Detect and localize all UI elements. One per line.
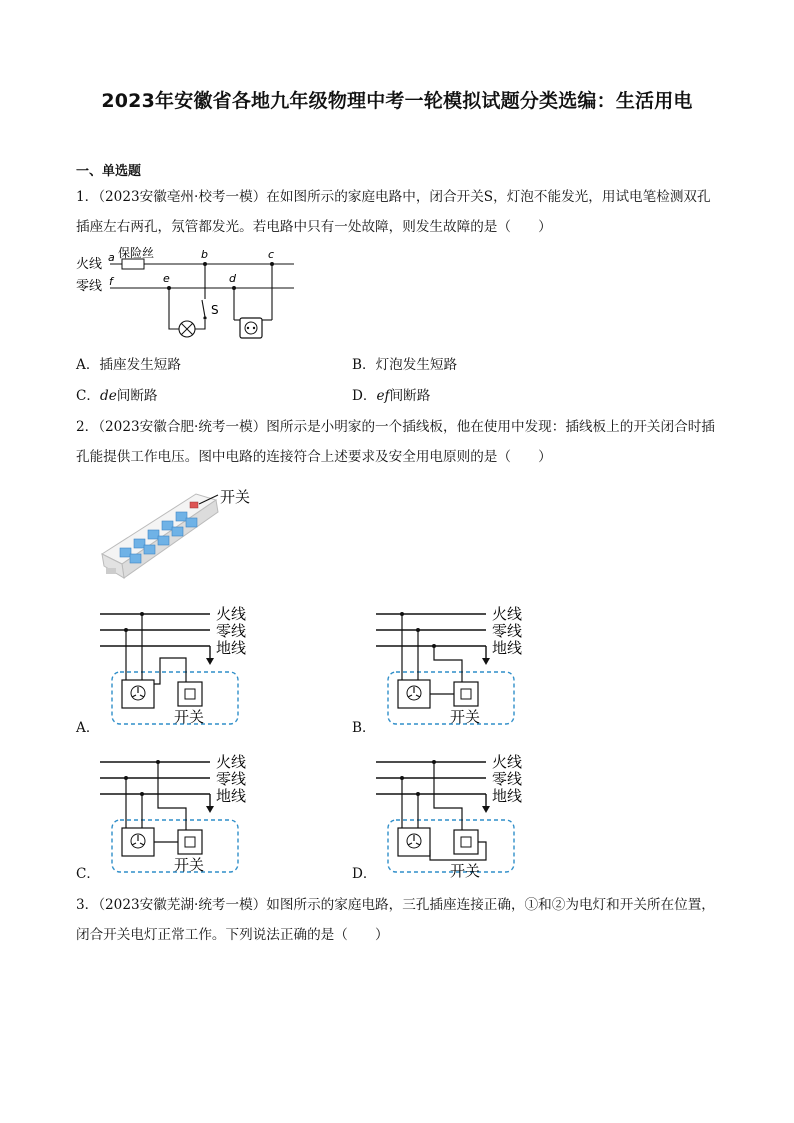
diagram-a-ground: 地线	[216, 639, 247, 657]
diagram-a-neutral: 零线	[216, 622, 247, 640]
q1-neutral-label: 零线	[76, 279, 103, 294]
q2-diagram-d[interactable]	[376, 750, 546, 880]
q1-option-c[interactable]: C．de间断路	[76, 388, 158, 404]
q2-option-d-label[interactable]: D．	[352, 866, 377, 882]
diagram-a-switch: 开关	[174, 708, 205, 726]
q2-option-c-label[interactable]: C．	[76, 866, 100, 882]
diagram-d-switch: 开关	[450, 862, 481, 880]
q1-point-f: f	[109, 275, 113, 288]
q1-circuit-diagram	[74, 244, 304, 348]
diagram-b-switch: 开关	[450, 708, 481, 726]
diagram-b-ground: 地线	[492, 639, 523, 657]
q1-live-label: 火线	[76, 257, 103, 272]
q1-fuse-label: 保险丝	[118, 246, 155, 260]
q1-switch-label: S	[211, 303, 219, 317]
diagram-b-neutral: 零线	[492, 622, 523, 640]
power-strip-image	[96, 482, 276, 586]
q1-point-e: e	[163, 272, 170, 285]
q2-diagram-b[interactable]	[376, 602, 546, 732]
q2-option-b-label[interactable]: B．	[352, 720, 376, 736]
q2-diagram-a[interactable]	[100, 602, 270, 732]
q1-point-a: a	[108, 251, 115, 264]
q1-option-b[interactable]: B．灯泡发生短路	[352, 357, 458, 373]
diagram-c-switch: 开关	[174, 856, 205, 874]
q2-diagram-c[interactable]	[100, 750, 270, 880]
question-2-text: 2．（2023安徽合肥·统考一模）图所示是小明家的一个插线板，他在使用中发现：插线板上的开关闭合时插孔能提供工作电压。图中电路的连接符合上述要求及安全用电原则的是（ ）	[76, 419, 715, 465]
diagram-d-live: 火线	[492, 753, 523, 771]
strip-switch-label: 开关	[220, 488, 251, 506]
question-3-text: 3．（2023安徽芜湖·统考一模）如图所示的家庭电路，三孔插座连接正确，①和②为电灯和开关所在位置，闭合开关电灯正常工作。下列说法正确的是（ ）	[76, 897, 715, 943]
q1-point-b: b	[201, 248, 208, 261]
diagram-c-live: 火线	[216, 753, 247, 771]
q1-option-d[interactable]: D．ef间断路	[352, 388, 431, 404]
q1-option-a[interactable]: A．插座发生短路	[76, 357, 181, 373]
diagram-d-neutral: 零线	[492, 770, 523, 788]
diagram-a-live: 火线	[216, 605, 247, 623]
diagram-b-live: 火线	[492, 605, 523, 623]
diagram-d-ground: 地线	[492, 787, 523, 805]
diagram-c-neutral: 零线	[216, 770, 247, 788]
question-1-text: 1．（2023安徽亳州·校考一模）在如图所示的家庭电路中，闭合开关S，灯泡不能发光，用试电笔检测双孔插座左右两孔，氖管都发光。若电路中只有一处故障，则发生故障的是（ ）	[76, 189, 711, 235]
q1-point-c: c	[268, 248, 275, 261]
section-heading: 一、单选题	[76, 164, 142, 179]
q2-option-a-label[interactable]: A．	[76, 720, 100, 736]
diagram-c-ground: 地线	[216, 787, 247, 805]
page-title: 2023年安徽省各地九年级物理中考一轮模拟试题分类选编：生活用电	[101, 90, 693, 112]
q1-point-d: d	[229, 272, 236, 285]
